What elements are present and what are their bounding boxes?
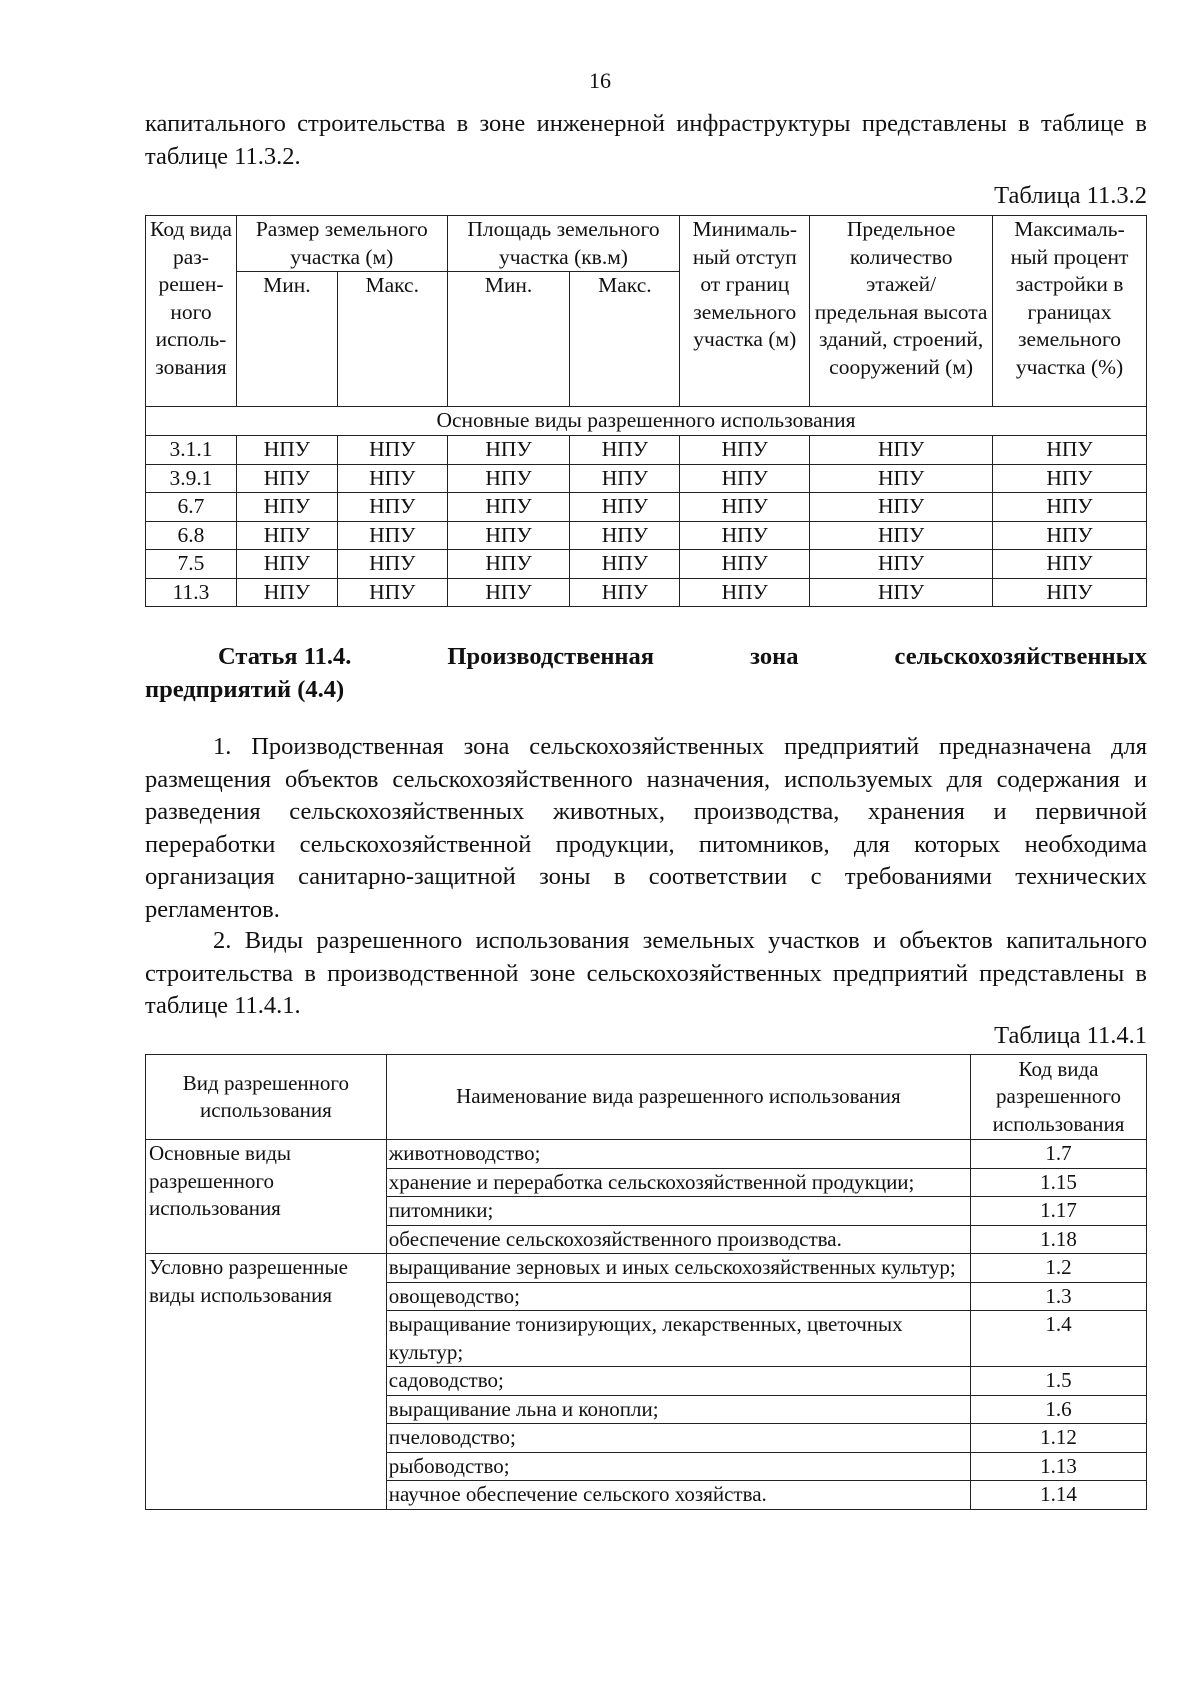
header-name: Наименование вида разрешенного использования (386, 1055, 970, 1140)
article-heading-word: сельскохозяйственных (894, 643, 1147, 670)
table-cell: НПУ (337, 493, 447, 522)
row-code-cell: 3.1.1 (146, 436, 237, 465)
table-row (146, 493, 1147, 522)
table-cell: НПУ (680, 493, 810, 522)
table-cell: НПУ (447, 493, 570, 522)
table-cell: НПУ (236, 436, 337, 465)
table-cell: НПУ (236, 578, 337, 607)
header-size-min: Мин. (236, 272, 337, 407)
use-code-cell: 1.17 (971, 1197, 1147, 1226)
header-percent: Максималь-ный процент застройки в границах земельного участка (%) (993, 216, 1147, 407)
table-cell: НПУ (236, 493, 337, 522)
table-cell: НПУ (570, 464, 680, 493)
row-code-cell: 6.8 (146, 521, 237, 550)
use-name-cell: хранение и переработка сельскохозяйственной продукции; (386, 1168, 970, 1197)
table-cell: НПУ (236, 464, 337, 493)
table-row (146, 464, 1147, 493)
header-type: Вид разрешенного использования (146, 1055, 387, 1140)
use-name-cell: овощеводство; (386, 1282, 970, 1311)
header-size: Размер земельного участка (м) (236, 216, 447, 272)
table-cell: НПУ (570, 493, 680, 522)
table-row (146, 436, 1147, 465)
table-row (146, 1140, 1147, 1169)
table-cell: НПУ (810, 493, 993, 522)
table-cell: НПУ (680, 436, 810, 465)
header-use-code: Код вида разрешенного использования (971, 1055, 1147, 1140)
table-cell: НПУ (680, 464, 810, 493)
header-floors: Предельное количество этажей/ предельная высота зданий, строений, сооружений (м) (810, 216, 993, 407)
use-code-cell: 1.2 (971, 1254, 1147, 1283)
use-name-cell: научное обеспечение сельского хозяйства. (386, 1481, 970, 1510)
table-cell: НПУ (993, 493, 1147, 522)
table-cell: НПУ (447, 521, 570, 550)
table-cell: НПУ (680, 578, 810, 607)
header-setback: Минималь-ный отступ от границ земельного участка (м) (680, 216, 810, 407)
header-area: Площадь земельного участка (кв.м) (447, 216, 680, 272)
use-name-cell: выращивание льна и конопли; (386, 1395, 970, 1424)
table-cell: НПУ (810, 578, 993, 607)
header-size-max: Макс. (337, 272, 447, 407)
row-code-cell: 7.5 (146, 550, 237, 579)
table-11-3-2 (145, 215, 1147, 607)
use-code-cell: 1.15 (971, 1168, 1147, 1197)
table-cell: НПУ (570, 578, 680, 607)
article-heading-word: зона (750, 643, 799, 670)
table-row (146, 578, 1147, 607)
table-cell: НПУ (337, 578, 447, 607)
table-cell: НПУ (447, 436, 570, 465)
article-heading (145, 640, 1147, 706)
row-code-cell: 3.9.1 (146, 464, 237, 493)
table-cell: НПУ (570, 521, 680, 550)
article-heading-word: Производственная (447, 643, 655, 670)
table-row (146, 521, 1147, 550)
table-cell: НПУ (993, 578, 1147, 607)
table-cell: НПУ (680, 550, 810, 579)
table-cell: НПУ (447, 464, 570, 493)
table-cell: НПУ (993, 521, 1147, 550)
use-code-cell: 1.6 (971, 1395, 1147, 1424)
use-name-cell: выращивание тонизирующих, лекарственных, цветочных культур; (386, 1311, 970, 1367)
section-title: Основные виды разрешенного использования (146, 407, 1147, 436)
table-cell: НПУ (810, 436, 993, 465)
header-code: Код вида раз-решен-ного исполь-зования (146, 216, 237, 407)
table-cell: НПУ (337, 436, 447, 465)
article-heading-word: Статья 11.4. (218, 643, 352, 670)
table-cell: НПУ (993, 464, 1147, 493)
use-name-cell: рыбоводство; (386, 1452, 970, 1481)
table-cell: НПУ (810, 521, 993, 550)
intro-paragraph: капитального строительства в зоне инженерной инфраструктуры представлены в таблице в таблице 11.3.2. (145, 110, 1147, 170)
table-cell: НПУ (337, 464, 447, 493)
use-name-cell: питомники; (386, 1197, 970, 1226)
use-name-cell: обеспечение сельскохозяйственного производства. (386, 1225, 970, 1254)
use-name-cell: выращивание зерновых и иных сельскохозяйственных культур; (386, 1254, 970, 1283)
table-cell: НПУ (236, 521, 337, 550)
page-number: 16 (589, 68, 611, 93)
table-cell: НПУ (680, 521, 810, 550)
row-code-cell: 6.7 (146, 493, 237, 522)
table-cell: НПУ (236, 550, 337, 579)
table-cell: НПУ (810, 550, 993, 579)
table1-caption: Таблица 11.3.2 (994, 182, 1147, 209)
table-cell: НПУ (810, 464, 993, 493)
use-code-cell: 1.13 (971, 1452, 1147, 1481)
table-cell: НПУ (993, 550, 1147, 579)
group-label: Основные виды разрешенного использования (146, 1140, 387, 1254)
table-cell: НПУ (337, 521, 447, 550)
use-code-cell: 1.3 (971, 1282, 1147, 1311)
table-11-4-1 (145, 1054, 1147, 1510)
table-row (146, 1254, 1147, 1283)
table-row (146, 550, 1147, 579)
article-heading-line2: предприятий (4.4) (145, 676, 345, 703)
table-cell: НПУ (447, 550, 570, 579)
use-code-cell: 1.14 (971, 1481, 1147, 1510)
use-code-cell: 1.7 (971, 1140, 1147, 1169)
header-area-min: Мин. (447, 272, 570, 407)
table-cell: НПУ (993, 436, 1147, 465)
use-code-cell: 1.4 (971, 1311, 1147, 1367)
row-code-cell: 11.3 (146, 578, 237, 607)
table-cell: НПУ (337, 550, 447, 579)
table-cell: НПУ (570, 436, 680, 465)
use-code-cell: 1.5 (971, 1367, 1147, 1396)
use-code-cell: 1.12 (971, 1424, 1147, 1453)
table-cell: НПУ (570, 550, 680, 579)
use-name-cell: садоводство; (386, 1367, 970, 1396)
header-area-max: Макс. (570, 272, 680, 407)
paragraph-2: 2. Виды разрешенного использования земельных участков и объектов капитального строительства в производственной зоне сельскохозяйственных предприятий представлены в таблице 11.4.1. (145, 927, 1147, 1019)
use-code-cell: 1.18 (971, 1225, 1147, 1254)
use-name-cell: пчеловодство; (386, 1424, 970, 1453)
table-cell: НПУ (447, 578, 570, 607)
group-label: Условно разрешенные виды использования (146, 1254, 387, 1510)
table2-caption: Таблица 11.4.1 (994, 1022, 1147, 1049)
use-name-cell: животноводство; (386, 1140, 970, 1169)
paragraph-1: 1. Производственная зона сельскохозяйственных предприятий предназначена для размещения объектов сельскохозяйственного назначения, используемых для содержания и разведения сельскохозяйственных животных, производства, хранения и первичной переработки сельскохозяйственной продукции, питомников, для которых необходима организация санитарно-защитной зоны в соответствии с требованиями технических регламентов. (145, 733, 1147, 923)
